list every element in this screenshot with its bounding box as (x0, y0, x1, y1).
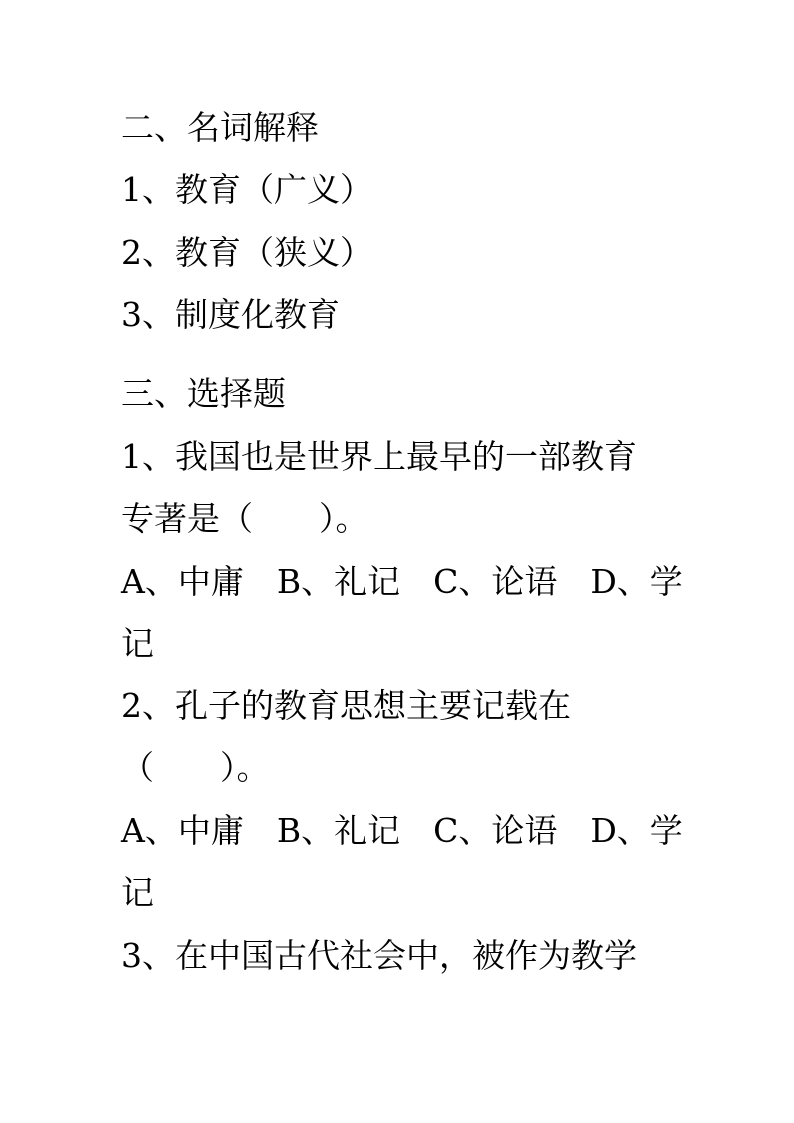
glossary-item-2: 2、教育（狭义） (121, 233, 373, 272)
section-heading-glossary: 二、名词解释 (121, 108, 319, 147)
question-2-options-line-1: A、中庸 B、礼记 C、论语 D、学 (121, 811, 683, 850)
question-1-options-line-2: 记 (121, 624, 154, 663)
question-2-stem-line-2: （ ）。 (121, 748, 270, 787)
section-heading-multiple-choice: 三、选择题 (121, 374, 286, 413)
question-2-stem-line-1: 2、孔子的教育思想主要记载在 (121, 686, 571, 725)
question-2-options-line-2: 记 (121, 873, 154, 912)
glossary-item-3: 3、制度化教育 (121, 295, 340, 334)
question-1-stem-line-2: 专著是（ ）。 (121, 499, 369, 538)
question-1-options-line-1: A、中庸 B、礼记 C、论语 D、学 (121, 562, 683, 601)
question-1-stem-line-1: 1、我国也是世界上最早的一部教育 (121, 437, 637, 476)
question-3-stem-line-1: 3、在中国古代社会中，被作为教学 (121, 936, 637, 975)
glossary-item-1: 1、教育（广义） (121, 170, 373, 209)
